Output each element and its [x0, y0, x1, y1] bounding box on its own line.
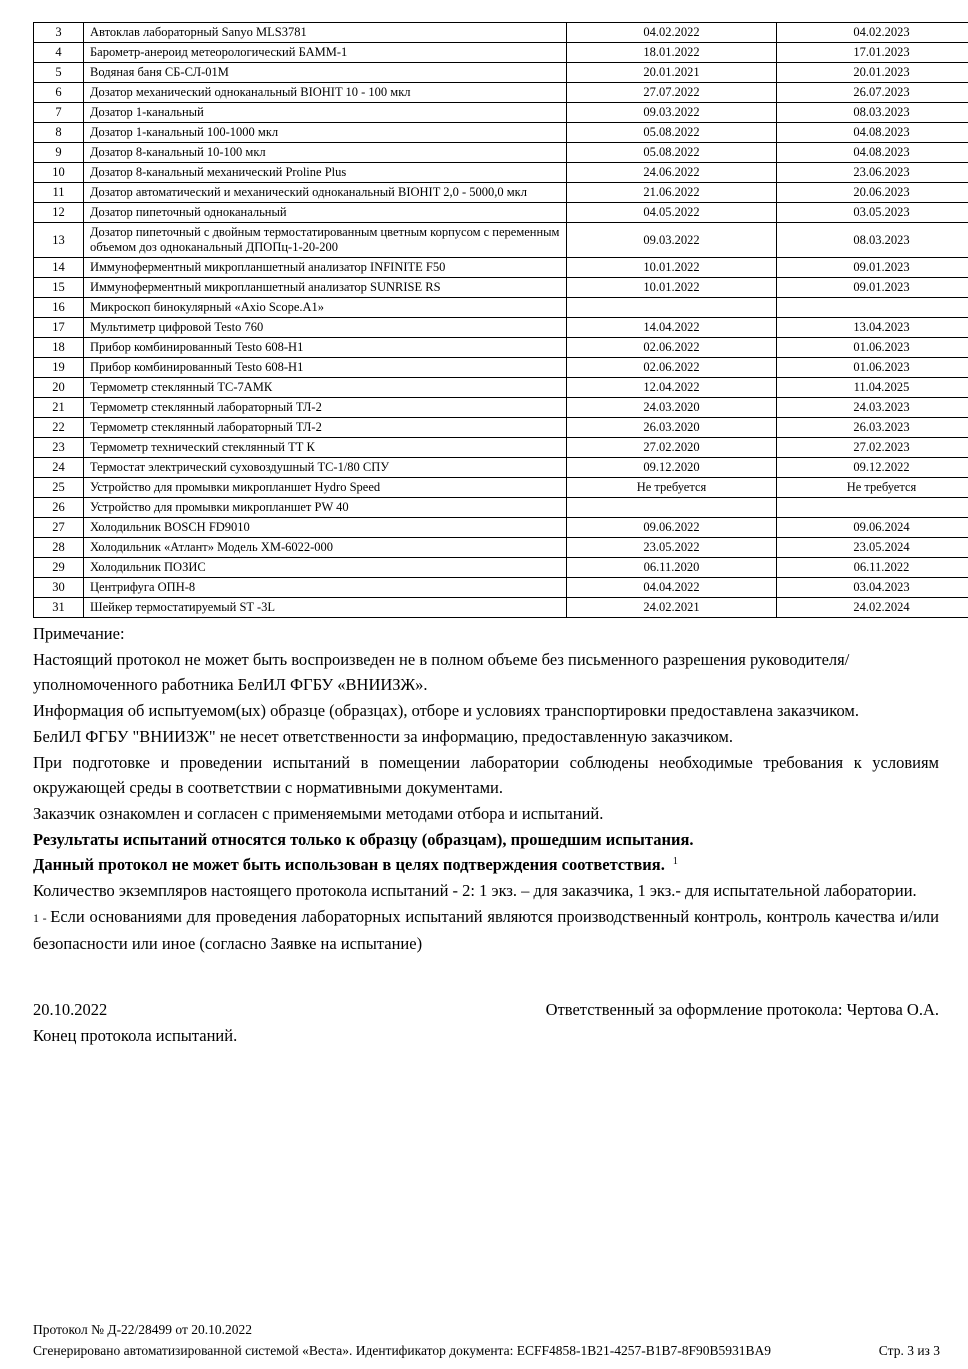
- next-verification-date-cell: 03.04.2023: [777, 578, 968, 598]
- verification-date-cell: 18.01.2022: [567, 43, 777, 63]
- table-row: [34, 578, 968, 598]
- table-row: [34, 143, 968, 163]
- equipment-name-cell: Холодильник ПОЗИС: [84, 558, 567, 578]
- table-row: [34, 478, 968, 498]
- equipment-name-cell: Иммуноферментный микропланшетный анализатор SUNRISE RS: [84, 278, 567, 298]
- table-row: [34, 163, 968, 183]
- row-number-cell: 12: [34, 203, 84, 223]
- verification-date-cell: 23.05.2022: [567, 538, 777, 558]
- page-footer: [33, 1319, 940, 1361]
- note-paragraph: Настоящий протокол не может быть воспроизведен не в полном объеме без письменного разрешения руководителя/уполномоченного работника БелИЛ ФГБУ «ВНИИЗЖ».: [33, 649, 850, 695]
- verification-date-cell: 24.02.2021: [567, 598, 777, 618]
- row-number-cell: 19: [34, 358, 84, 378]
- row-number-cell: 21: [34, 398, 84, 418]
- verification-date-cell: 20.01.2021: [567, 63, 777, 83]
- verification-date-cell: 27.02.2020: [567, 438, 777, 458]
- next-verification-date-cell: 20.01.2023: [777, 63, 968, 83]
- equipment-name-cell: Устройство для промывки микропланшет Hydro Speed: [84, 478, 567, 498]
- note-paragraph: Результаты испытаний относятся только к образцу (образцам), прошедшим испытания.: [33, 829, 694, 849]
- table-row: [34, 418, 968, 438]
- verification-date-cell: 27.07.2022: [567, 83, 777, 103]
- verification-date-cell: 12.04.2022: [567, 378, 777, 398]
- row-number-cell: 10: [34, 163, 84, 183]
- equipment-name-cell: Термометр стеклянный ТС-7АМК: [84, 378, 567, 398]
- next-verification-date-cell: 06.11.2022: [777, 558, 968, 578]
- footer-generated-by: Сгенерировано автоматизированной системой «Веста». Идентификатор документа: ECFF4858-1B21-4257-B1B7-8F90B5931BA9: [33, 1343, 772, 1358]
- verification-date-cell: 02.06.2022: [567, 358, 777, 378]
- next-verification-date-cell: 01.06.2023: [777, 338, 968, 358]
- end-of-protocol-text: Конец протокола испытаний.: [33, 1026, 238, 1046]
- next-verification-date-cell: 03.05.2023: [777, 203, 968, 223]
- footnote-reference: 1: [672, 855, 678, 867]
- next-verification-date-cell: 26.03.2023: [777, 418, 968, 438]
- equipment-name-cell: Дозатор 8-канальный механический Proline Plus: [84, 163, 567, 183]
- verification-date-cell: 09.06.2022: [567, 518, 777, 538]
- verification-date-cell: 05.08.2022: [567, 143, 777, 163]
- row-number-cell: 30: [34, 578, 84, 598]
- table-row: [34, 298, 968, 318]
- note-paragraph: 1 - Если основаниями для проведения лабораторных испытаний являются производственный контроль, контроль качества и/или безопасности или иное (согласно Заявке на испытание): [33, 906, 939, 954]
- row-number-cell: 29: [34, 558, 84, 578]
- next-verification-date-cell: 26.07.2023: [777, 83, 968, 103]
- verification-date-cell: 02.06.2022: [567, 338, 777, 358]
- next-verification-date-cell: 09.01.2023: [777, 278, 968, 298]
- verification-date-cell: 06.11.2020: [567, 558, 777, 578]
- table-row: [34, 318, 968, 338]
- verification-date-cell: 26.03.2020: [567, 418, 777, 438]
- row-number-cell: 18: [34, 338, 84, 358]
- table-row: [34, 558, 968, 578]
- row-number-cell: 31: [34, 598, 84, 618]
- equipment-name-cell: Термометр стеклянный лабораторный ТЛ-2: [84, 418, 567, 438]
- verification-date-cell: 05.08.2022: [567, 123, 777, 143]
- row-number-cell: 28: [34, 538, 84, 558]
- row-number-cell: 20: [34, 378, 84, 398]
- table-row: [34, 43, 968, 63]
- next-verification-date-cell: 09.01.2023: [777, 258, 968, 278]
- row-number-cell: 15: [34, 278, 84, 298]
- note-paragraph: При подготовке и проведении испытаний в помещении лаборатории соблюдены необходимые требования к условиям окружающей среды в соответствии с нормативными документами.: [33, 752, 939, 798]
- row-number-cell: 16: [34, 298, 84, 318]
- equipment-name-cell: Центрифуга ОПН-8: [84, 578, 567, 598]
- verification-date-cell: 10.01.2022: [567, 278, 777, 298]
- verification-date-cell: [567, 298, 777, 318]
- table-row: [34, 258, 968, 278]
- note-paragraph: Количество экземпляров настоящего протокола испытаний - 2: 1 экз. – для заказчика, 1 экз.- для испытательной лаборатории.: [33, 881, 917, 901]
- equipment-name-cell: Дозатор автоматический и механический одноканальный BIOHIT 2,0 - 5000,0 мкл: [84, 183, 567, 203]
- equipment-name-cell: Дозатор 1-канальный: [84, 103, 567, 123]
- verification-date-cell: 04.02.2022: [567, 23, 777, 43]
- verification-date-cell: 09.03.2022: [567, 223, 777, 258]
- table-row: [34, 123, 968, 143]
- row-number-cell: 27: [34, 518, 84, 538]
- table-row: [34, 358, 968, 378]
- footnote-marker: 1 -: [33, 910, 51, 925]
- footer-row: [33, 1340, 940, 1361]
- note-paragraph: Данный протокол не может быть использован в целях подтверждения соответствия. $^1$: [33, 855, 678, 875]
- row-number-cell: 17: [34, 318, 84, 338]
- row-number-cell: 7: [34, 103, 84, 123]
- row-number-cell: 11: [34, 183, 84, 203]
- verification-date-cell: 09.03.2022: [567, 103, 777, 123]
- table-row: [34, 518, 968, 538]
- next-verification-date-cell: [777, 298, 968, 318]
- row-number-cell: 9: [34, 143, 84, 163]
- next-verification-date-cell: 24.02.2024: [777, 598, 968, 618]
- next-verification-date-cell: 08.03.2023: [777, 103, 968, 123]
- table-row: [34, 378, 968, 398]
- next-verification-date-cell: 04.02.2023: [777, 23, 968, 43]
- next-verification-date-cell: 09.06.2024: [777, 518, 968, 538]
- equipment-name-cell: Микроскоп бинокулярный «Axio Scope.A1»: [84, 298, 567, 318]
- verification-date-cell: 24.06.2022: [567, 163, 777, 183]
- table-row: [34, 63, 968, 83]
- equipment-name-cell: Шейкер термостатируемый ST -3L: [84, 598, 567, 618]
- next-verification-date-cell: 13.04.2023: [777, 318, 968, 338]
- equipment-name-cell: Иммуноферментный микропланшетный анализатор INFINITE F50: [84, 258, 567, 278]
- table-row: [34, 438, 968, 458]
- next-verification-date-cell: [777, 498, 968, 518]
- equipment-name-cell: Термостат электрический суховоздушный ТС-1/80 СПУ: [84, 458, 567, 478]
- row-number-cell: 24: [34, 458, 84, 478]
- equipment-name-cell: Дозатор 8-канальный 10-100 мкл: [84, 143, 567, 163]
- footer-protocol-number: Протокол № Д-22/28499 от 20.10.2022: [33, 1322, 253, 1337]
- table-row: [34, 498, 968, 518]
- next-verification-date-cell: 04.08.2023: [777, 123, 968, 143]
- equipment-name-cell: Прибор комбинированный Testo 608-Н1: [84, 358, 567, 378]
- footer-page-number: Стр. 3 из 3: [878, 1343, 940, 1358]
- equipment-table: [33, 22, 968, 618]
- table-row: [34, 103, 968, 123]
- next-verification-date-cell: 23.05.2024: [777, 538, 968, 558]
- equipment-table-body: [34, 23, 968, 618]
- equipment-name-cell: Дозатор пипеточный с двойным термостатированным цветным корпусом с переменным объемом доз одноканальный ДПОПц-1-20-200: [84, 223, 567, 258]
- next-verification-date-cell: 08.03.2023: [777, 223, 968, 258]
- notes-section: [33, 621, 939, 957]
- note-paragraph: Информация об испытуемом(ых) образце (образцах), отборе и условиях транспортировки предоставлена заказчиком.: [33, 701, 859, 721]
- equipment-name-cell: Мультиметр цифровой Testo 760: [84, 318, 567, 338]
- row-number-cell: 4: [34, 43, 84, 63]
- signoff-row: [33, 997, 939, 1023]
- next-verification-date-cell: 09.12.2022: [777, 458, 968, 478]
- verification-date-cell: 04.05.2022: [567, 203, 777, 223]
- verification-date-cell: 04.04.2022: [567, 578, 777, 598]
- equipment-name-cell: Термометр стеклянный лабораторный ТЛ-2: [84, 398, 567, 418]
- verification-date-cell: 10.01.2022: [567, 258, 777, 278]
- row-number-cell: 25: [34, 478, 84, 498]
- table-row: [34, 538, 968, 558]
- table-row: [34, 278, 968, 298]
- equipment-name-cell: Дозатор механический одноканальный BIOHIT 10 - 100 мкл: [84, 83, 567, 103]
- table-row: [34, 23, 968, 43]
- equipment-name-cell: Термометр технический стеклянный ТТ К: [84, 438, 567, 458]
- table-row: [34, 458, 968, 478]
- note-paragraph: БелИЛ ФГБУ "ВНИИЗЖ" не несет ответственности за информацию, предоставленную заказчиком.: [33, 726, 733, 746]
- next-verification-date-cell: Не требуется: [777, 478, 968, 498]
- equipment-name-cell: Дозатор 1-канальный 100-1000 мкл: [84, 123, 567, 143]
- row-number-cell: 8: [34, 123, 84, 143]
- equipment-name-cell: Устройство для промывки микропланшет PW 40: [84, 498, 567, 518]
- next-verification-date-cell: 17.01.2023: [777, 43, 968, 63]
- next-verification-date-cell: 23.06.2023: [777, 163, 968, 183]
- equipment-name-cell: Холодильник «Атлант» Модель ХМ-6022-000: [84, 538, 567, 558]
- equipment-name-cell: Прибор комбинированный Testo 608-Н1: [84, 338, 567, 358]
- equipment-name-cell: Дозатор пипеточный одноканальный: [84, 203, 567, 223]
- next-verification-date-cell: 11.04.2025: [777, 378, 968, 398]
- verification-date-cell: 24.03.2020: [567, 398, 777, 418]
- next-verification-date-cell: 24.03.2023: [777, 398, 968, 418]
- row-number-cell: 3: [34, 23, 84, 43]
- row-number-cell: 14: [34, 258, 84, 278]
- next-verification-date-cell: 20.06.2023: [777, 183, 968, 203]
- table-row: [34, 83, 968, 103]
- row-number-cell: 23: [34, 438, 84, 458]
- next-verification-date-cell: 04.08.2023: [777, 143, 968, 163]
- equipment-name-cell: Барометр-анероид метеорологический БАММ-1: [84, 43, 567, 63]
- table-row: [34, 338, 968, 358]
- row-number-cell: 13: [34, 223, 84, 258]
- verification-date-cell: 21.06.2022: [567, 183, 777, 203]
- verification-date-cell: 14.04.2022: [567, 318, 777, 338]
- row-number-cell: 5: [34, 63, 84, 83]
- table-row: [34, 598, 968, 618]
- next-verification-date-cell: 01.06.2023: [777, 358, 968, 378]
- signoff-responsible: Ответственный за оформление протокола: Чертова О.А.: [545, 1000, 939, 1020]
- signoff-section: [33, 997, 939, 1049]
- note-paragraph: Заказчик ознакомлен и согласен с применяемыми методами отбора и испытаний.: [33, 803, 604, 823]
- row-number-cell: 26: [34, 498, 84, 518]
- table-row: [34, 203, 968, 223]
- notes-paragraphs: [33, 647, 939, 957]
- verification-date-cell: Не требуется: [567, 478, 777, 498]
- table-row: [34, 223, 968, 258]
- equipment-name-cell: Водяная баня СБ-СЛ-01М: [84, 63, 567, 83]
- equipment-name-cell: Холодильник BOSCH FD9010: [84, 518, 567, 538]
- notes-title: Примечание:: [33, 624, 125, 643]
- next-verification-date-cell: 27.02.2023: [777, 438, 968, 458]
- verification-date-cell: [567, 498, 777, 518]
- equipment-name-cell: Автоклав лабораторный Sanyo MLS3781: [84, 23, 567, 43]
- signoff-date: 20.10.2022: [33, 1000, 108, 1020]
- table-row: [34, 398, 968, 418]
- row-number-cell: 6: [34, 83, 84, 103]
- verification-date-cell: 09.12.2020: [567, 458, 777, 478]
- table-row: [34, 183, 968, 203]
- row-number-cell: 22: [34, 418, 84, 438]
